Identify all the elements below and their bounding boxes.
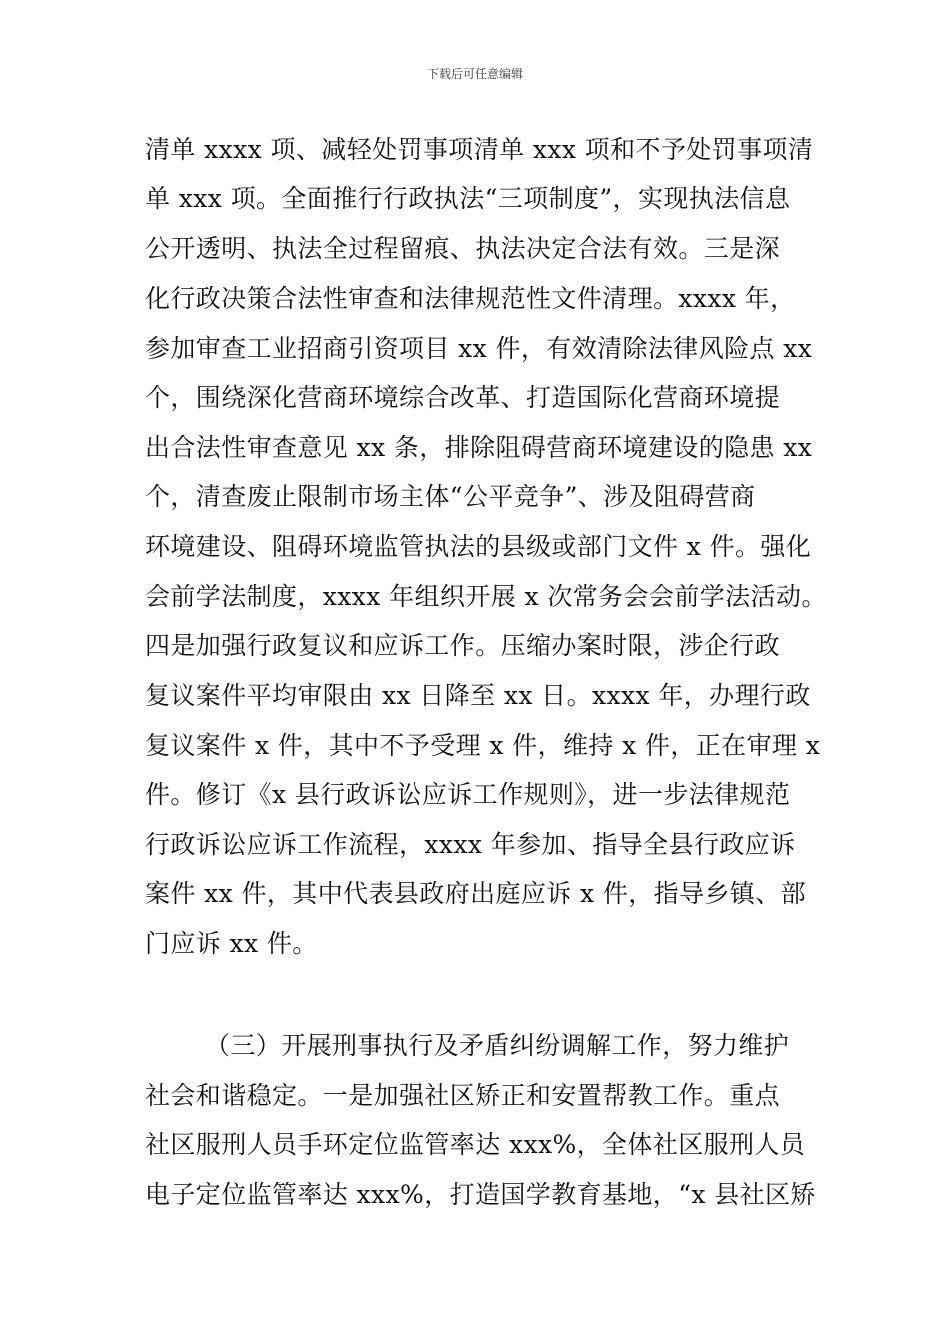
paragraph-line: 环境建设、阻碍环境监管执法的县级或部门文件 x 件。强化 — [145, 532, 812, 561]
paragraph-line: 公开透明、执法全过程留痕、执法决定合法有效。三是深 — [145, 234, 781, 263]
paragraph-line: 案件 xx 件，其中代表县政府出庭应诉 x 件，指导乡镇、部 — [145, 879, 807, 908]
paragraph-line: 出合法性审查意见 xx 条，排除阻碍营商环境建设的隐患 xx — [145, 433, 813, 462]
paragraph-line: 电子定位监管率达 xxx%，打造国学教育基地，“x 县社区矫 — [145, 1180, 816, 1209]
paragraph-line: 四是加强行政复议和应诉工作。压缩办案时限，涉企行政 — [145, 631, 781, 660]
paragraph-line: 个，清查废止限制市场主体“公平竞争”、涉及阻碍营商 — [145, 482, 756, 511]
paragraph-line: 社区服刑人员手环定位监管率达 xxx%，全体社区服刑人员 — [145, 1130, 806, 1159]
paragraph-line: 清单 xxxx 项、减轻处罚事项清单 xxx 项和不予处罚事项清 — [145, 135, 814, 164]
paragraph-line: 单 xxx 项。全面推行行政执法“三项制度”，实现执法信息 — [145, 184, 791, 213]
paragraph-line: 门应诉 xx 件。 — [145, 929, 318, 958]
paragraph-line: （三）开展刑事执行及矛盾纠纷调解工作，努力维护 — [205, 1031, 790, 1060]
paragraph-line: 参加审查工业招商引资项目 xx 件，有效清除法律风险点 xx — [145, 334, 813, 363]
paragraph-line: 社会和谐稳定。一是加强社区矫正和安置帮教工作。重点 — [145, 1081, 781, 1110]
paragraph-line: 复议案件平均审限由 xx 日降至 xx 日。xxxx 年，办理行政 — [145, 681, 811, 710]
paragraph-line: 行政诉讼应诉工作流程，xxxx 年参加、指导全县行政应诉 — [145, 830, 796, 859]
paragraph-line: 化行政决策合法性审查和法律规范性文件清理。xxxx 年， — [145, 284, 796, 313]
paragraph-line: 件。修订《x 县行政诉讼应诉工作规则》，进一步法律规范 — [145, 780, 791, 809]
paragraph-line: 个，围绕深化营商环境综合改革、打造国际化营商环境提 — [145, 383, 781, 412]
paragraph-line: 复议案件 x 件，其中不予受理 x 件，维持 x 件，正在审理 x — [145, 731, 821, 760]
paragraph-line: 会前学法制度，xxxx 年组织开展 x 次常务会会前学法活动。 — [145, 582, 827, 611]
header-note: 下载后可任意编辑 — [426, 67, 523, 81]
